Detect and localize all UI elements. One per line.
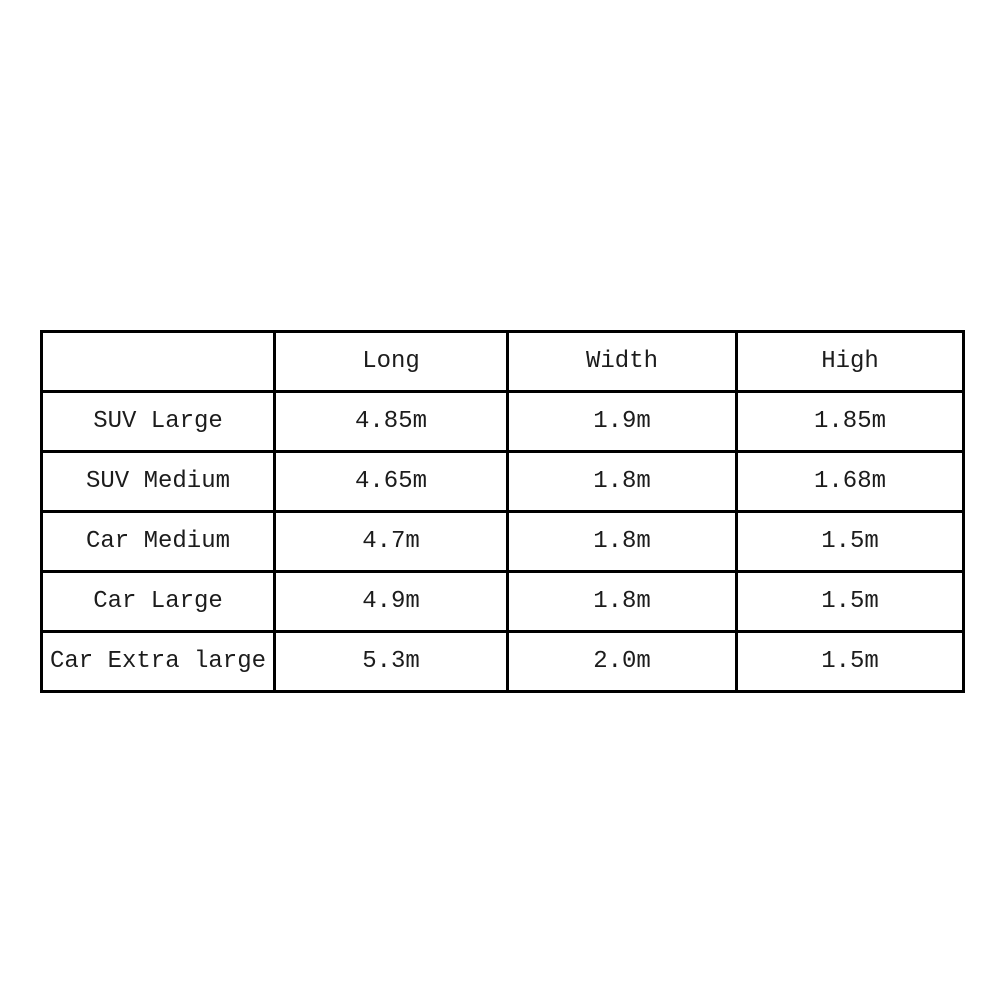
header-cell-blank <box>42 332 275 392</box>
cell-width: 1.8m <box>508 452 737 512</box>
row-label: SUV Medium <box>42 452 275 512</box>
cell-long: 5.3m <box>275 632 508 692</box>
cell-high: 1.68m <box>737 452 964 512</box>
row-label: Car Medium <box>42 512 275 572</box>
table-row <box>42 452 964 512</box>
cell-long: 4.65m <box>275 452 508 512</box>
row-label: Car Extra large <box>42 632 275 692</box>
header-cell-long: Long <box>275 332 508 392</box>
cell-width: 2.0m <box>508 632 737 692</box>
cell-width: 1.9m <box>508 392 737 452</box>
cell-width: 1.8m <box>508 572 737 632</box>
spec-table <box>40 330 965 693</box>
cell-width: 1.8m <box>508 512 737 572</box>
cell-high: 1.85m <box>737 392 964 452</box>
cell-high: 1.5m <box>737 632 964 692</box>
cell-long: 4.85m <box>275 392 508 452</box>
row-label: Car Large <box>42 572 275 632</box>
table-row <box>42 572 964 632</box>
table-row <box>42 392 964 452</box>
row-label: SUV Large <box>42 392 275 452</box>
header-row <box>42 332 964 392</box>
vehicle-dimensions-table <box>40 330 962 693</box>
cell-long: 4.9m <box>275 572 508 632</box>
header-cell-width: Width <box>508 332 737 392</box>
cell-long: 4.7m <box>275 512 508 572</box>
cell-high: 1.5m <box>737 572 964 632</box>
table-row <box>42 632 964 692</box>
cell-high: 1.5m <box>737 512 964 572</box>
header-cell-high: High <box>737 332 964 392</box>
table-row <box>42 512 964 572</box>
